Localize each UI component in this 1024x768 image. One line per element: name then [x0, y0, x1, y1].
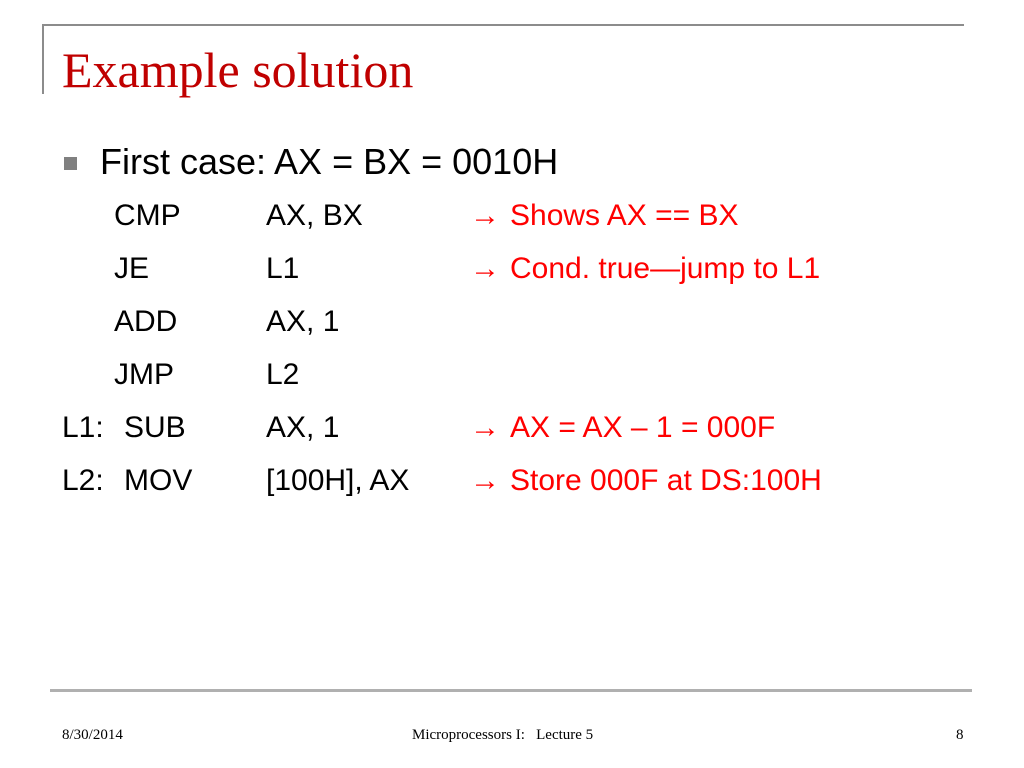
slide-title: Example solution: [62, 42, 414, 98]
right-arrow-icon: →: [470, 411, 500, 444]
footer-page-number: 8: [956, 727, 964, 743]
comment-text: Shows AX == BX: [510, 199, 739, 232]
frame-left-line: [42, 24, 44, 94]
comment-text: AX = AX – 1 = 000F: [510, 411, 776, 444]
code-row: [0, 461, 900, 501]
comment-text: Cond. true—jump to L1: [510, 252, 821, 285]
footer-divider: [50, 689, 972, 692]
code-opcode: ADD: [114, 305, 178, 338]
footer-lecture-title: Microprocessors I: Lecture 5: [412, 727, 594, 743]
bullet-square-icon: [64, 157, 77, 170]
code-label: L2:: [62, 464, 104, 497]
code-operands: L2: [266, 358, 300, 391]
frame-top-line: [42, 24, 964, 26]
code-label: L1:: [62, 411, 104, 444]
code-opcode: MOV: [124, 464, 193, 497]
code-row: [0, 408, 900, 448]
code-operands: AX, 1: [266, 305, 340, 338]
comment-text: Store 000F at DS:100H: [510, 464, 822, 497]
code-row: [0, 302, 900, 342]
footer-date: 8/30/2014: [62, 727, 123, 743]
code-opcode: JE: [114, 252, 150, 285]
code-comment: [470, 461, 822, 501]
right-arrow-icon: →: [470, 199, 500, 232]
code-row: [0, 249, 900, 289]
code-comment: [470, 408, 775, 448]
code-opcode: JMP: [114, 358, 174, 391]
code-operands: L1: [266, 252, 300, 285]
code-comment: [470, 249, 820, 289]
code-row: [0, 196, 900, 236]
code-opcode: CMP: [114, 199, 181, 232]
code-operands: AX, BX: [266, 199, 363, 232]
code-opcode: SUB: [124, 411, 186, 444]
right-arrow-icon: →: [470, 252, 500, 285]
code-comment: [470, 196, 738, 236]
code-operands: [100H], AX: [266, 464, 410, 497]
code-operands: AX, 1: [266, 411, 340, 444]
bullet-text: First case: AX = BX = 0010H: [100, 141, 559, 182]
code-row: [0, 355, 900, 395]
right-arrow-icon: →: [470, 464, 500, 497]
